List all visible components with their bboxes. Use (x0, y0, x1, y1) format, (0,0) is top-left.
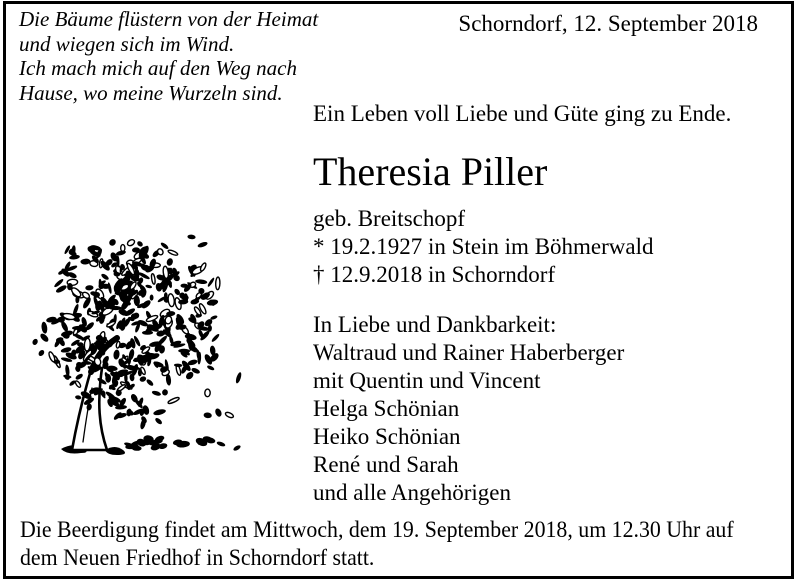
birth-line: * 19.2.1927 in Stein im Böhmerwald (313, 234, 654, 259)
mourners-heading: In Liebe und Dankbarkeit: (313, 312, 557, 337)
epigraph-line: Ich mach mich auf den Weg nach (19, 56, 297, 80)
mourner-line: René und Sarah (313, 452, 459, 477)
tree-icon (25, 222, 250, 462)
tree-illustration (25, 222, 250, 462)
dateline: Schorndorf, 12. September 2018 (458, 11, 758, 36)
mourner-line: Helga Schönian (313, 396, 460, 421)
epigraph-poem (19, 7, 318, 105)
mourner-line: Heiko Schönian (313, 424, 461, 449)
mourner-line: Waltraud und Rainer Haberberger (313, 340, 625, 365)
funeral-notice (20, 516, 734, 572)
epigraph-line: und wiegen sich im Wind. (19, 31, 235, 56)
mourner-line: und alle Angehörigen (313, 480, 512, 505)
epigraph-line: Die Bäume flüstern von der Heimat (19, 7, 319, 31)
mourner-line: mit Quentin und Vincent (313, 368, 541, 393)
deceased-name: Theresia Piller (313, 149, 548, 194)
epigraph-line: Hause, wo meine Wurzeln sind. (19, 80, 283, 105)
death-line: † 12.9.2018 in Schorndorf (313, 262, 556, 287)
intro-line: Ein Leben voll Liebe und Güte ging zu Ende. (313, 101, 732, 126)
maiden-name: geb. Breitschopf (313, 206, 466, 231)
funeral-line: dem Neuen Friedhof in Schorndorf statt. (20, 545, 375, 570)
funeral-line: Die Beerdigung findet am Mittwoch, dem 19. September 2018, um 12.30 Uhr auf (20, 517, 734, 542)
